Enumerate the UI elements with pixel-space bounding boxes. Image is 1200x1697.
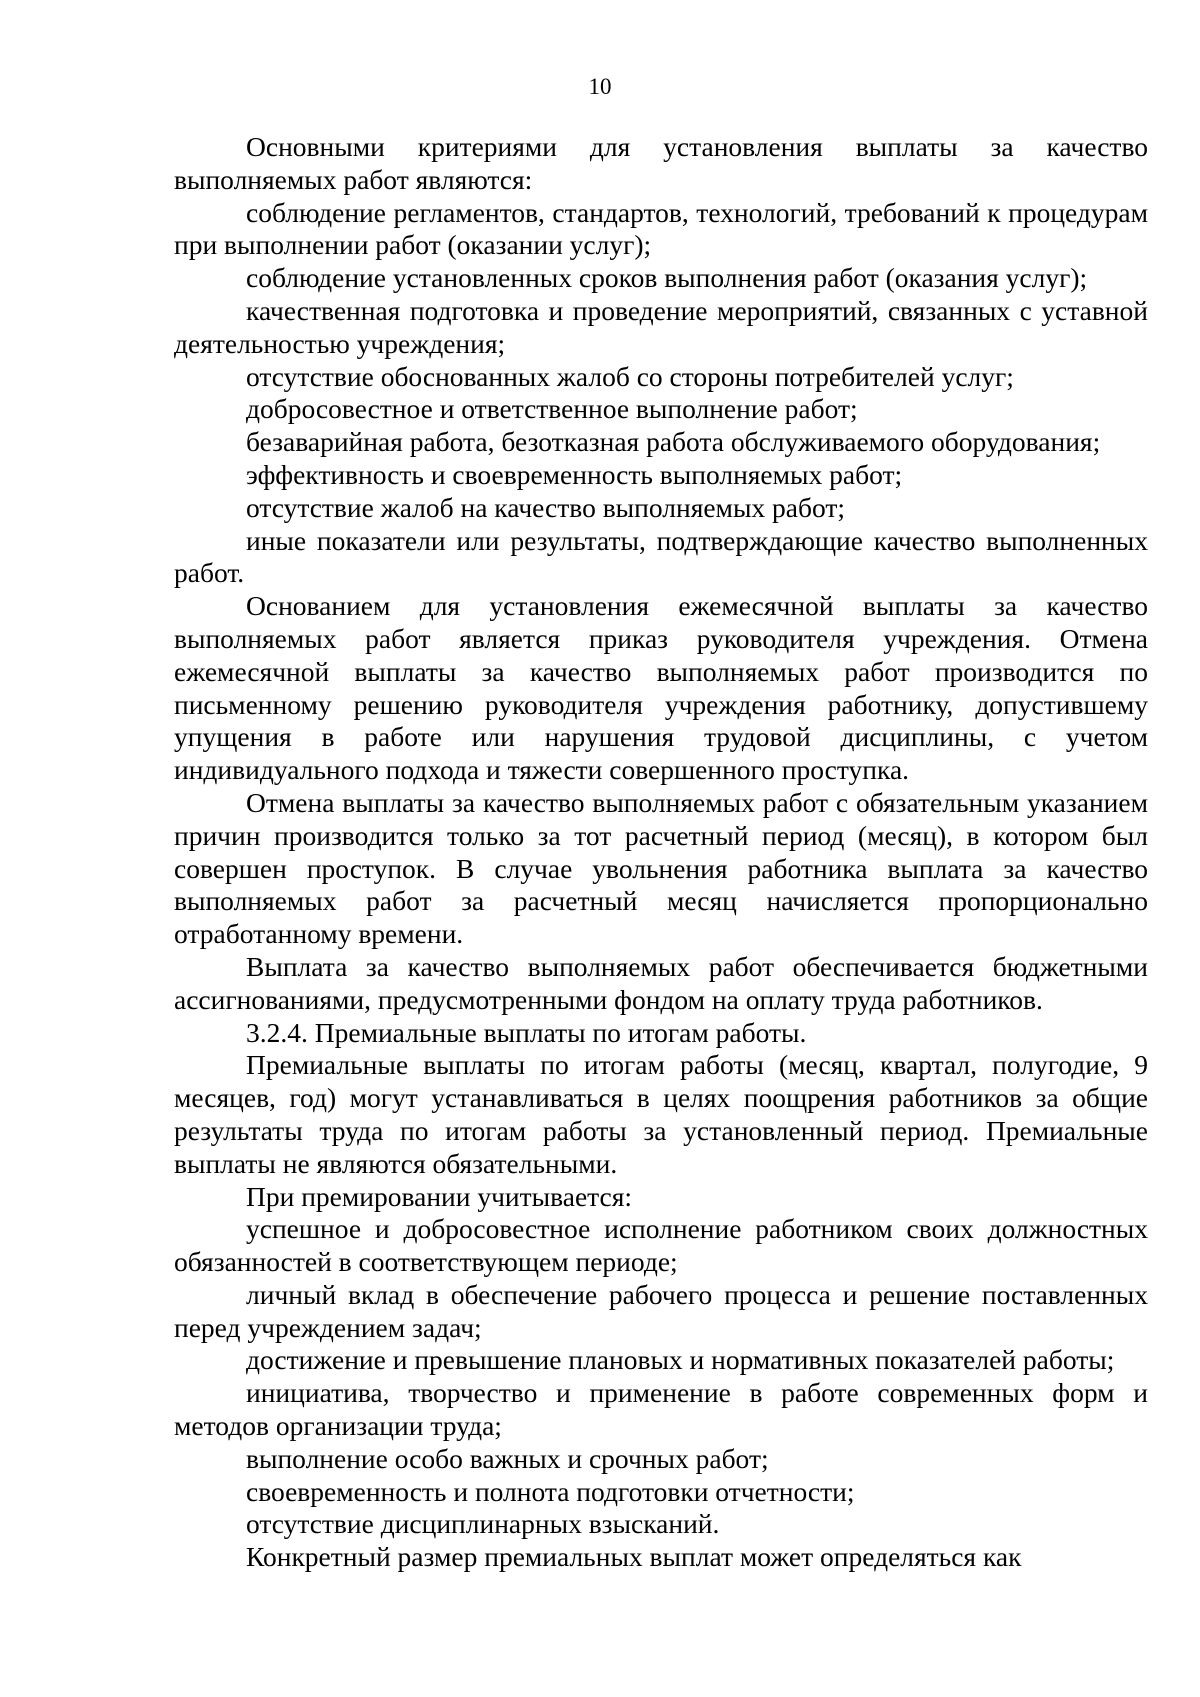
list-item: соблюдение регламентов, стандартов, технологий, требований к процедурам при выполнении работ (оказании услуг); [174,196,1148,261]
list-item: отсутствие дисциплинарных взысканий. [246,1508,720,1540]
paragraph-cancellation: Отмена выплаты за качество выполняемых работ с обязательным указанием причин производится только за тот расчетный период (месяц), в котором был совершен проступок. В случае увольнения работника выплата за качество выполняемых работ за расчетный месяц начисляется пропорционально отработанному времени. [174,786,1148,950]
list-item: своевременность и полнота подготовки отчетности; [246,1475,855,1507]
paragraph-bonus-payments: Премиальные выплаты по итогам работы (месяц, квартал, полугодие, 9 месяцев, год) могут устанавливаться в целях поощрения работников за общие результаты труда по итогам работы за установленный период. Премиальные выплаты не являются обязательными. [174,1049,1148,1179]
list-item: личный вклад в обеспечение рабочего процесса и решение поставленных перед учреждением задач; [174,1278,1148,1343]
list-item: достижение и превышение плановых и нормативных показателей работы; [246,1344,1115,1376]
paragraph-basis: Основанием для установления ежемесячной выплаты за качество выполняемых работ является приказ руководителя учреждения. Отмена ежемесячной выплаты за качество выполняемых работ производится по письменному решению руководителя учреждения работнику, допустившему упущения в работе или нарушения трудовой дисциплины, с учетом индивидуального подхода и тяжести совершенного проступка. [174,590,1148,786]
list-item: инициатива, творчество и применение в работе современных форм и методов организации труда; [174,1377,1148,1442]
list-item: иные показатели или результаты, подтверждающие качество выполненных работ. [174,524,1148,589]
list-item: отсутствие жалоб на качество выполняемых работ; [246,491,846,523]
section-heading: 3.2.4. Премиальные выплаты по итогам работы. [246,1016,807,1048]
list-item: эффективность и своевременность выполняемых работ; [246,458,903,490]
list-item: качественная подготовка и проведение мероприятий, связанных с уставной деятельностью учреждения; [174,294,1148,359]
list-item: соблюдение установленных сроков выполнения работ (оказания услуг); [246,262,1088,294]
list-item: успешное и добросовестное исполнение работником своих должностных обязанностей в соответствующем периоде; [174,1213,1148,1278]
list-item: безаварийная работа, безотказная работа обслуживаемого оборудования; [246,426,1101,458]
list-item: отсутствие обоснованных жалоб со стороны потребителей услуг; [246,360,1014,392]
paragraph-bonus-amount: Конкретный размер премиальных выплат может определяться как [246,1541,1022,1573]
paragraph-funding: Выплата за качество выполняемых работ обеспечивается бюджетными ассигнованиями, предусмотренными фондом на оплату труда работников. [174,950,1148,1015]
paragraph-criteria-intro: Основными критериями для установления выплаты за качество выполняемых работ являются: [174,131,1148,195]
paragraph-bonus-criteria-intro: При премировании учитывается: [246,1180,633,1212]
document-body [174,131,1148,1574]
list-item: выполнение особо важных и срочных работ; [246,1442,769,1474]
list-item: добросовестное и ответственное выполнение работ; [246,393,858,425]
page-number: 10 [588,74,612,99]
